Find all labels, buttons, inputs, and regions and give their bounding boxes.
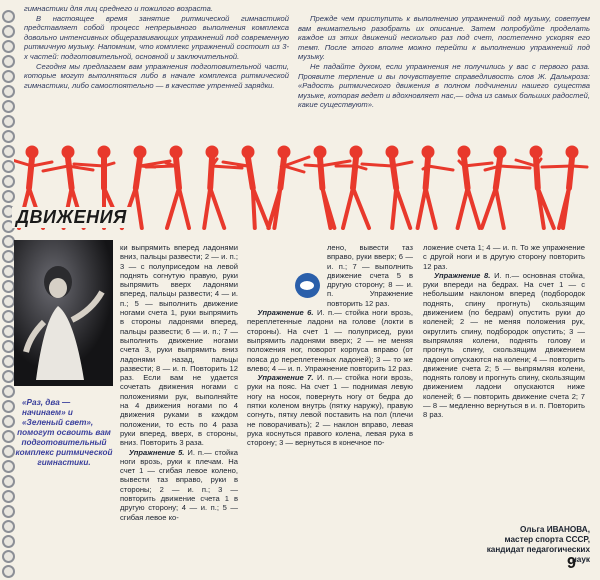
intro-paragraph: Прежде чем приступить к выполнению упражнений под музыку, советуем вам внимательно разобрать их описание. Затем попробуйте проделать каждое из этих движений несколько раз под счет, постепенно ускоряя его темп. После этого вполне можно перейти к выполнению упражнений под музыку. [298, 14, 590, 62]
caption-text: помогут освоить вам подготовительный комплекс ритмической гимнастики. [15, 428, 113, 467]
binding-ring [2, 550, 15, 563]
binding-ring [2, 55, 15, 68]
text-column-3 [423, 243, 585, 420]
exercise-label: Упражнение 7. [257, 373, 314, 383]
binding-ring [2, 40, 15, 53]
binding-ring [2, 100, 15, 113]
dancer-figure [223, 147, 269, 228]
author-title: кандидат педагогических [486, 545, 590, 554]
caption-quote: «Раз, два — начинаем» и «Зеленый свет», [22, 398, 94, 427]
intro-paragraph: Сегодня мы предлагаем вам упражнения подготовительной части, которые могут выполняться либо в начале комплекса ритмической гимнастики, либо самостоятельно — в качестве утренней зарядки. [24, 61, 289, 90]
dancer-figure [305, 147, 350, 228]
text-column-2 [247, 243, 413, 448]
page-number: 9 [567, 555, 576, 572]
exercise-label: Упражнение 6. [257, 308, 314, 318]
performer-photo [14, 240, 113, 386]
exercise-text: И. п.— стойка ноги врозь, руки на пояс. На счет 1 — поднимая левую ногу на носок, повернуть ногу от бедра до пятки коленом внутрь (пятку наружу), правую согнуть, пятку левой поставить на пол (плечи не поворачивать); 2 — наклон вправо, левая рука коснуться правого колена, левая рука в сторону; 3 — вернуться в конечное по- [247, 373, 413, 448]
exercise-text: лено, вывести таз вправо, руки вверх; 6 — и. п.; 7 — выполнить движение счета 5 в другую сторону; 8 — и. п. Упражнение повторить 12 раз. [327, 243, 413, 308]
author-title: мастер спорта СССР, [504, 535, 590, 544]
intro-left-column [24, 4, 289, 90]
dancer-figure [146, 147, 189, 228]
author-title: наук [571, 555, 590, 564]
intro-paragraph: гимнастики для лиц среднего и пожилого возраста. [24, 4, 213, 13]
dancer-figure [418, 147, 453, 228]
intro-paragraph: В настоящее время занятие ритмической гимнастикой представляет собой процесс непрерывного выполнения комплекса довольно интенсивных общеразвивающих упражнений под современную ритмичную музыку. Напомним, что комплекс упражнений состоит из 3-х частей: подготовительной, основной и заключительной. [24, 13, 289, 61]
binding-ring [2, 505, 15, 518]
exercise-text: И. п.— стойка ноги врозь, переплетенные ладони на голове (локти в стороны). На счет 1 — полуприсед, руки выпрямить ладонями вверх; 2 — не меняя положения ног, поворот корпуса вправо (от пояса до переплетенных ладоней); 3 — то же влево; 4 — и. п. Упражнение повторить 12 раз. [247, 308, 413, 373]
green-light-logo [295, 273, 320, 298]
binding-ring [2, 115, 15, 128]
dancer-figure [362, 147, 412, 228]
binding-ring [2, 10, 15, 23]
intro-paragraph: Не падайте духом, если упражнения не получились у вас с первого раза. Проявите терпение и вы почувствуете справедливость слов Ж. Далькроза: «Радость ритмического движения в полном подчинении нашего существа музыке, которая ведет и вдохновляет нас,— одна из самых больших радостей, какие существуют». [298, 61, 590, 110]
dancer-figure [516, 147, 554, 228]
binding-ring [2, 475, 15, 488]
author-name: Ольга ИВАНОВА, [519, 525, 590, 534]
binding-ring [2, 70, 15, 83]
dancer-figure [204, 147, 242, 228]
exercise-label: Упражнение 8. [434, 270, 491, 280]
spiral-binding [0, 0, 14, 580]
dancer-figure [268, 147, 309, 228]
binding-ring [2, 85, 15, 98]
binding-ring [2, 385, 15, 398]
exercise-label: Упражнение 5. [128, 447, 185, 457]
section-heading: ДВИЖЕНИЯ [12, 207, 131, 228]
binding-ring [2, 565, 15, 578]
binding-ring [2, 25, 15, 38]
binding-ring [2, 490, 15, 503]
exercise-text: ложение счета 1; 4 — и. п. То же упражнение с другой ноги и в другую сторону повторить 12 раз. [423, 243, 585, 271]
binding-ring [2, 520, 15, 533]
binding-ring [2, 535, 15, 548]
dancer-figure [336, 147, 369, 228]
exercise-text: ки выпрямить вперед ладонями вниз, пальцы развести; 2 — и. п.; 3 — с полуприседом на левой поднять согнутую правую, руки выпрямить вверх ладонями вперед, пальцы развести; 4 — и. п.; 5 — выполнить движение ногами счета 1, руки выпрямить в стороны ладонями вперед, пальцы развести; 6 — и. п.; 7 — выполнить движение ногами счета 3, руки выпрямить вниз ладонями назад, пальцы развести; 8 — и. п. Повторить 12 раз. Если вам не удается сочетать движения ногами с положениями рук, выполняйте на 4 движения ногами по 4 движения руками в каждом положении, то есть по 4 раза руки вперед, вверх, в стороны, вниз. Повторить 3 раза. [120, 243, 238, 448]
intro-right-column [298, 14, 590, 110]
dancer-figure [482, 147, 530, 228]
exercise-text: И. п.— стойка ноги врозь, руки к плечам. На счет 1 — сгибая левое колено, вывести таз вправо, руки в стороны; 2 — и. п.; 3 — повторить движение счета 1 в другую сторону; 4 — и. п.; 5 — сгибая левое ко- [120, 447, 238, 522]
exercise-text: И. п.— основная стойка, руки впереди на бедрах. На счет 1 — с небольшим наклоном вперед (подбородок поднять, спину прогнуть) скользящим движением (по бедрам) опустить руки до коленей; 2 — не меняя положения рук, округлить спину, подбородок опустить; 3 — выпрямляя колени, поднять голову и прогнуть спину, скользящим движением ладони опускаются на колени; 4 — повторить движение счета 2; 5 — выпрямляя колени, поднять голову и прогнуть спину, скользящим движением ладони опускаются ниже коленей; 6 — повторить движение счета 2; 7 — 8 — медленно вернуться в и. п. Повторить 8 раз. [423, 270, 585, 420]
photo-caption [14, 398, 114, 468]
author-signature [430, 525, 590, 565]
text-column-1 [120, 243, 238, 522]
